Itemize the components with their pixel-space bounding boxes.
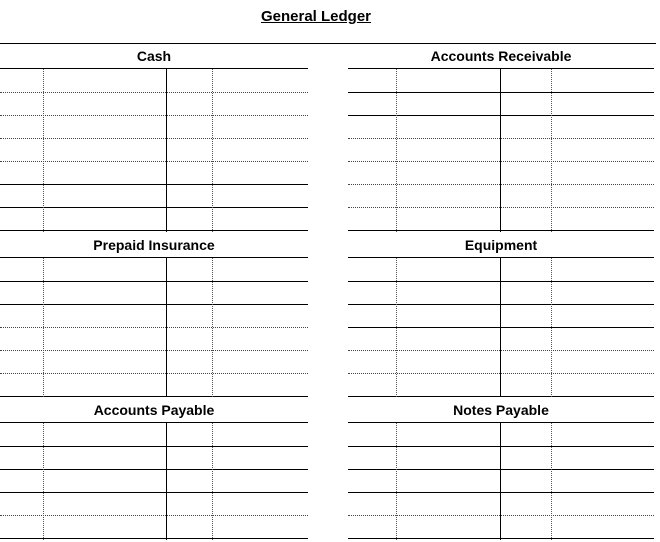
ledger-row[interactable]: [348, 69, 654, 93]
ledger-row[interactable]: [0, 69, 308, 93]
ledger-row[interactable]: [0, 327, 308, 351]
ledger-row[interactable]: [348, 207, 654, 231]
ledger-row[interactable]: [348, 469, 654, 493]
t-account-accounts-receivable: [348, 45, 654, 232]
ledger-row[interactable]: [348, 258, 654, 282]
ledger-row[interactable]: [0, 115, 308, 139]
ledger-row[interactable]: [348, 161, 654, 185]
account-title: Cash: [136, 48, 172, 64]
ledger-row[interactable]: [0, 138, 308, 162]
page-title: General Ledger: [260, 8, 372, 25]
ledger-row[interactable]: [0, 258, 308, 282]
ledger-row[interactable]: [348, 327, 654, 351]
ledger-row[interactable]: [0, 492, 308, 516]
account-title: Prepaid Insurance: [93, 237, 215, 253]
ledger-row[interactable]: [0, 161, 308, 185]
t-account-divider: [500, 69, 501, 232]
ledger-row[interactable]: [348, 304, 654, 328]
t-account-divider: [166, 258, 167, 397]
ledger-row[interactable]: [0, 304, 308, 328]
t-account-divider: [500, 423, 501, 540]
ledger-row[interactable]: [0, 281, 308, 305]
ledger-row[interactable]: [348, 350, 654, 374]
account-title: Equipment: [464, 237, 538, 253]
t-account-equipment: [348, 234, 654, 397]
ledger-row[interactable]: [0, 184, 308, 208]
ledger-row[interactable]: [348, 492, 654, 516]
t-account-cash: [0, 45, 308, 232]
ledger-row[interactable]: [0, 207, 308, 231]
ledger-row[interactable]: [0, 515, 308, 539]
account-title: Accounts Receivable: [430, 48, 572, 64]
ledger-row[interactable]: [348, 515, 654, 539]
t-account-divider: [166, 69, 167, 232]
ledger-row[interactable]: [0, 373, 308, 397]
ledger-row[interactable]: [348, 281, 654, 305]
ledger-row[interactable]: [348, 115, 654, 139]
ledger-row[interactable]: [0, 469, 308, 493]
t-account-divider: [500, 258, 501, 397]
header-divider: [0, 43, 656, 44]
ledger-row[interactable]: [0, 350, 308, 374]
t-account-divider: [166, 423, 167, 540]
ledger-row[interactable]: [348, 138, 654, 162]
ledger-row[interactable]: [0, 446, 308, 470]
ledger-row[interactable]: [348, 92, 654, 116]
ledger-row[interactable]: [348, 184, 654, 208]
t-account-notes-payable: [348, 399, 654, 540]
ledger-row[interactable]: [348, 423, 654, 447]
t-account-accounts-payable: [0, 399, 308, 540]
ledger-row[interactable]: [0, 92, 308, 116]
account-title: Notes Payable: [453, 402, 549, 418]
ledger-row[interactable]: [0, 423, 308, 447]
t-account-prepaid-insurance: [0, 234, 308, 397]
ledger-row[interactable]: [348, 373, 654, 397]
ledger-row[interactable]: [348, 446, 654, 470]
account-title: Accounts Payable: [93, 402, 215, 418]
